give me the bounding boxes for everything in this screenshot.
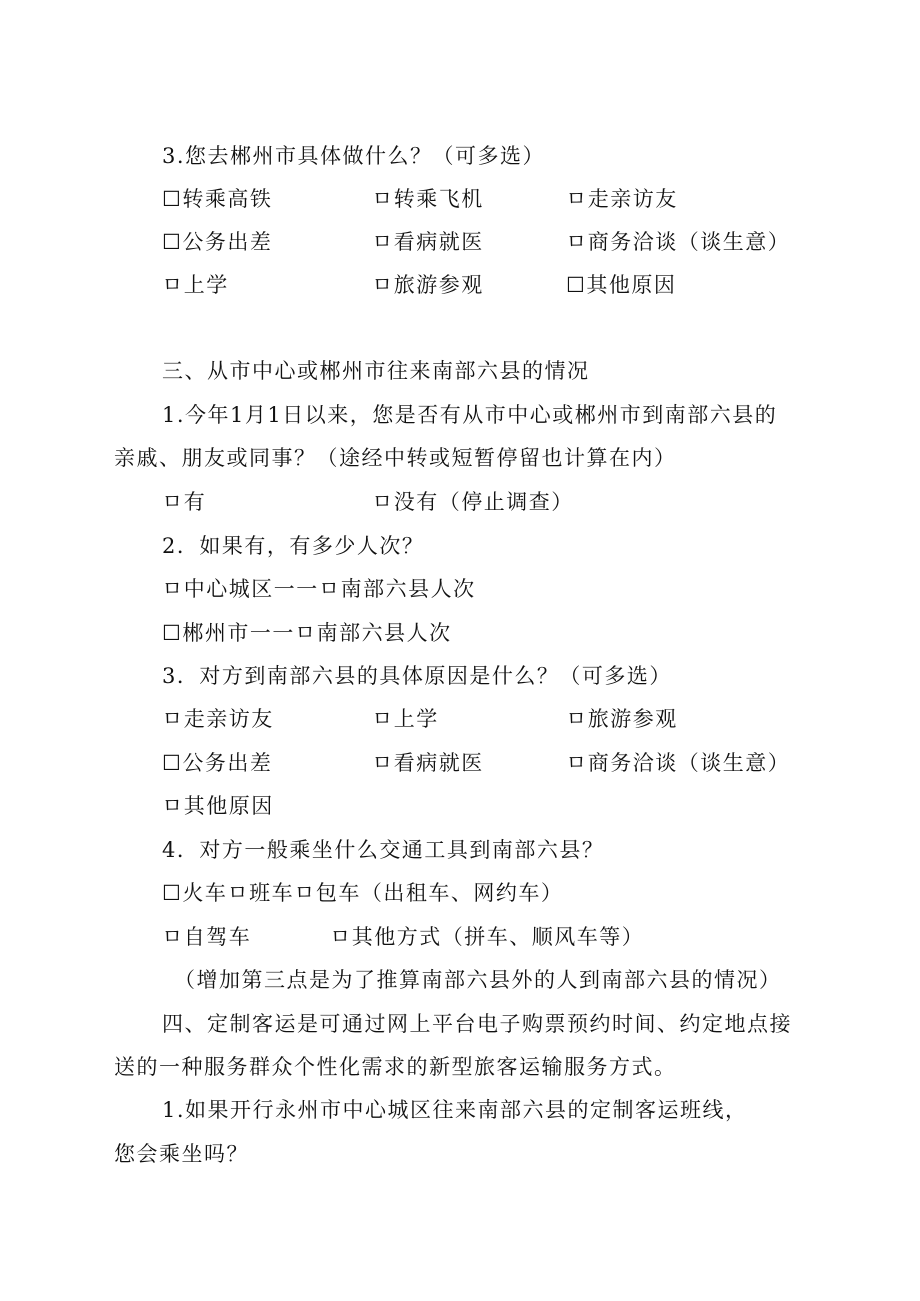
q3-option-school[interactable]: ㅁ上学: [162, 273, 229, 297]
s3-q3-option-school[interactable]: ㅁ上学: [372, 707, 439, 731]
s3-q2-question: 2．如果有，有多少人次？: [162, 534, 425, 558]
q3-option-other[interactable]: ☐其他原因: [566, 273, 677, 297]
s3-q1-line1: 1.今年1月1日以来，您是否有从市中心或郴州市到南部六县的: [162, 403, 778, 427]
s3-q1-option-yes[interactable]: ㅁ有: [162, 490, 207, 514]
s3-q3-option-other[interactable]: ㅁ其他原因: [162, 794, 274, 818]
q3-option-transfer-rail[interactable]: ☐转乘高铁: [162, 187, 273, 211]
section4-para-line1: 四、定制客运是可通过网上平台电子购票预约时间、约定地点接: [162, 1012, 792, 1036]
s3-q3-option-medical[interactable]: ㅁ看病就医: [372, 751, 484, 775]
s3-q3-option-business-talks[interactable]: ㅁ商务洽谈（谈生意）: [566, 751, 791, 775]
s3-note: （增加第三点是为了推算南部六县外的人到南部六县的情况）: [174, 968, 782, 992]
q3-option-tourism[interactable]: ㅁ旅游参观: [372, 273, 484, 297]
s3-q2-option-chenzhou[interactable]: ☐郴州市一一ㅁ南部六县人次: [162, 621, 452, 645]
section3-title: 三、从市中心或郴州市往来南部六县的情况: [162, 359, 590, 383]
q3-option-business-talks[interactable]: ㅁ商务洽谈（谈生意）: [566, 230, 791, 254]
s3-q3-question: 3．对方到南部六县的具体原因是什么？（可多选）: [162, 664, 672, 688]
s3-q3-option-tourism[interactable]: ㅁ旅游参观: [566, 707, 678, 731]
q3-question: 3.您去郴州市具体做什么？（可多选）: [162, 144, 546, 168]
s4-q1-line1: 1.如果开行永州市中心城区往来南部六县的定制客运班线，: [162, 1098, 748, 1122]
section4-para-line2: 送的一种服务群众个性化需求的新型旅客运输服务方式。: [114, 1055, 677, 1079]
q3-option-visit-relatives[interactable]: ㅁ走亲访友: [566, 187, 678, 211]
q3-option-medical[interactable]: ㅁ看病就医: [372, 230, 484, 254]
s3-q1-option-no[interactable]: ㅁ没有（停止调查）: [372, 490, 574, 514]
s3-q4-option-train-bus-charter[interactable]: ☐火车ㅁ班车ㅁ包车（出租车、网约车）: [162, 881, 564, 905]
s3-q3-option-visit-relatives[interactable]: ㅁ走亲访友: [162, 707, 274, 731]
q3-option-transfer-flight[interactable]: ㅁ转乘飞机: [372, 187, 484, 211]
s3-q1-line2: 亲戚、朋友或同事？（途经中转或短暂停留也计算在内）: [114, 446, 677, 470]
s3-q3-option-business-trip[interactable]: ☐公务出差: [162, 751, 273, 775]
s3-q4-option-other[interactable]: ㅁ其他方式（拼车、顺风车等）: [330, 925, 645, 949]
s3-q4-option-self-drive[interactable]: ㅁ自驾车: [162, 925, 252, 949]
s3-q2-option-central[interactable]: ㅁ中心城区一一ㅁ南部六县人次: [162, 577, 476, 601]
q3-option-business-trip[interactable]: ☐公务出差: [162, 230, 273, 254]
s3-q4-question: 4．对方一般乘坐什么交通工具到南部六县？: [162, 838, 605, 862]
s4-q1-line2: 您会乘坐吗？: [114, 1142, 249, 1166]
